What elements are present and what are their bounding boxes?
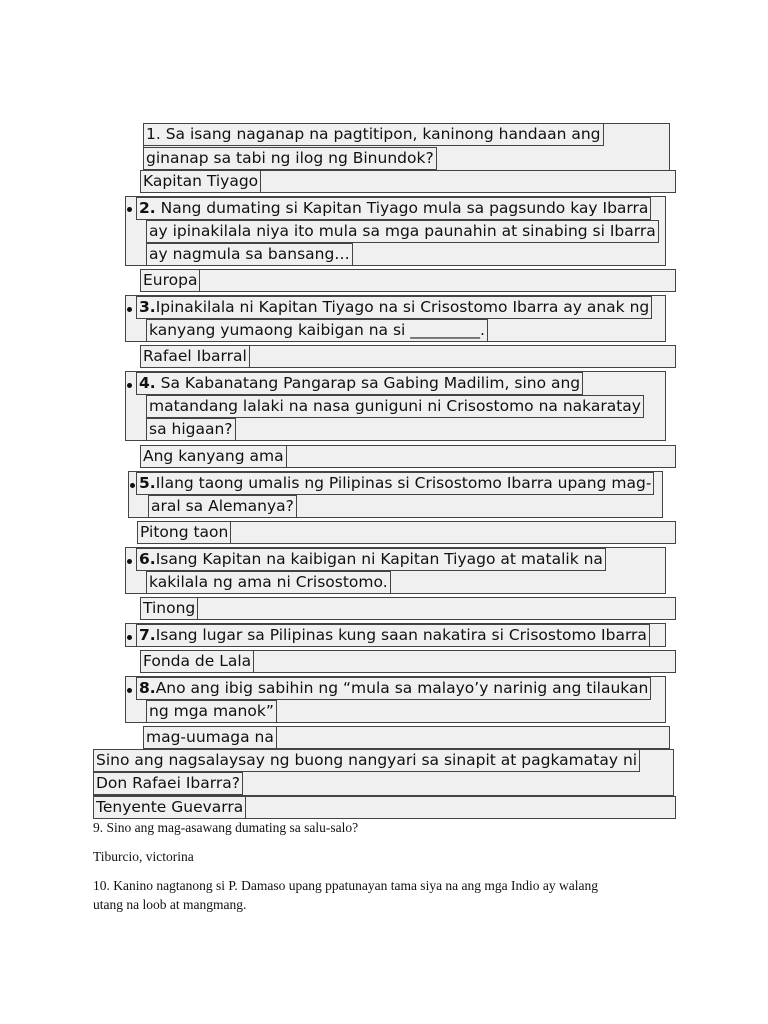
question-8-line-2: ng mga manok”: [146, 700, 277, 723]
answer-9: Tiburcio, victorina: [93, 849, 194, 864]
question-7-line-1: [136, 624, 650, 647]
question-extra-line-1: Sino ang nagsalaysay ng buong nangyari sa sinapit at pagkamatay ni: [93, 749, 640, 772]
question-6-number: 6.: [139, 550, 156, 568]
question-10-line-2: utang na loob at mangmang.: [93, 897, 247, 912]
question-7-number: 7.: [139, 626, 156, 644]
question-6-text: Isang Kapitan na kaibigan ni Kapitan Tiyago at matalik na: [155, 550, 603, 568]
answer-6: Tinong: [140, 597, 198, 620]
question-1-line-2: ginanap sa tabi ng ilog ng Binundok?: [143, 147, 437, 170]
bullet-icon: [127, 383, 132, 388]
question-4-number: 4.: [139, 374, 156, 392]
question-5-text: Ilang taong umalis ng Pilipinas si Crisostomo Ibarra upang mag-: [155, 474, 652, 492]
question-2-line-2: ay ipinakilala niya ito mula sa mga paunahin at sinabing si Ibarra: [146, 220, 659, 243]
answer-4: Ang kanyang ama: [140, 445, 287, 468]
question-8-line-1: [136, 677, 651, 700]
question-5-line-2: aral sa Alemanya?: [148, 495, 297, 518]
question-4-line-3: sa higaan?: [146, 418, 236, 441]
question-2-line-3: ay nagmula sa bansang…: [146, 243, 353, 266]
question-3-text: Ipinakilala ni Kapitan Tiyago na si Crisostomo Ibarra ay anak ng: [155, 298, 650, 316]
answer-extra: Tenyente Guevarra: [93, 796, 246, 819]
bullet-icon: [127, 635, 132, 640]
question-4-line-2: matandang lalaki na nasa guniguni ni Crisostomo na nakaratay: [146, 395, 644, 418]
question-6-line-1: [136, 548, 606, 571]
bullet-icon: [130, 483, 135, 488]
bullet-icon: [127, 688, 132, 693]
answer-2-box: [140, 269, 676, 292]
question-1-line-1: 1. Sa isang naganap na pagtitipon, kaninong handaan ang: [143, 123, 604, 146]
question-7-text: Isang lugar sa Pilipinas kung saan nakatira si Crisostomo Ibarra: [155, 626, 647, 644]
question-6-line-2: kakilala ng ama ni Crisostomo.: [146, 571, 391, 594]
bullet-icon: [127, 559, 132, 564]
question-extra-line-2: Don Rafaei Ibarra?: [93, 772, 243, 795]
question-10-line-1: 10. Kanino nagtanong si P. Damaso upang ppatunayan tama siya na ang mga Indio ay walang: [93, 878, 599, 893]
question-9: 9. Sino ang mag-asawang dumating sa salu-salo?: [93, 820, 359, 835]
question-4-line-1: [136, 372, 583, 395]
question-2-line-1: [136, 197, 651, 220]
question-8-text: Ano ang ibig sabihin ng “mula sa malayo’y narinig ang tilaukan: [155, 679, 649, 697]
answer-6-box: [140, 597, 676, 620]
answer-7: Fonda de Lala: [140, 650, 254, 673]
question-5-number: 5.: [139, 474, 156, 492]
question-8-number: 8.: [139, 679, 156, 697]
answer-1: Kapitan Tiyago: [140, 170, 261, 193]
bullet-icon: [127, 207, 132, 212]
answer-2: Europa: [140, 269, 200, 292]
question-3-line-1: [136, 296, 652, 319]
question-3-number: 3.: [139, 298, 156, 316]
question-5-line-1: [136, 472, 654, 495]
answer-8: mag-uumaga na: [143, 726, 277, 749]
answer-3: Rafael Ibarral: [140, 345, 250, 368]
question-2-text: Nang dumating si Kapitan Tiyago mula sa pagsundo kay Ibarra: [155, 199, 649, 217]
question-4-text: Sa Kabanatang Pangarap sa Gabing Madilim, sino ang: [155, 374, 581, 392]
question-2-number: 2.: [139, 199, 156, 217]
question-3-line-2: kanyang yumaong kaibigan na si _________.: [146, 319, 488, 342]
answer-5: Pitong taon: [137, 521, 231, 544]
bullet-icon: [127, 307, 132, 312]
